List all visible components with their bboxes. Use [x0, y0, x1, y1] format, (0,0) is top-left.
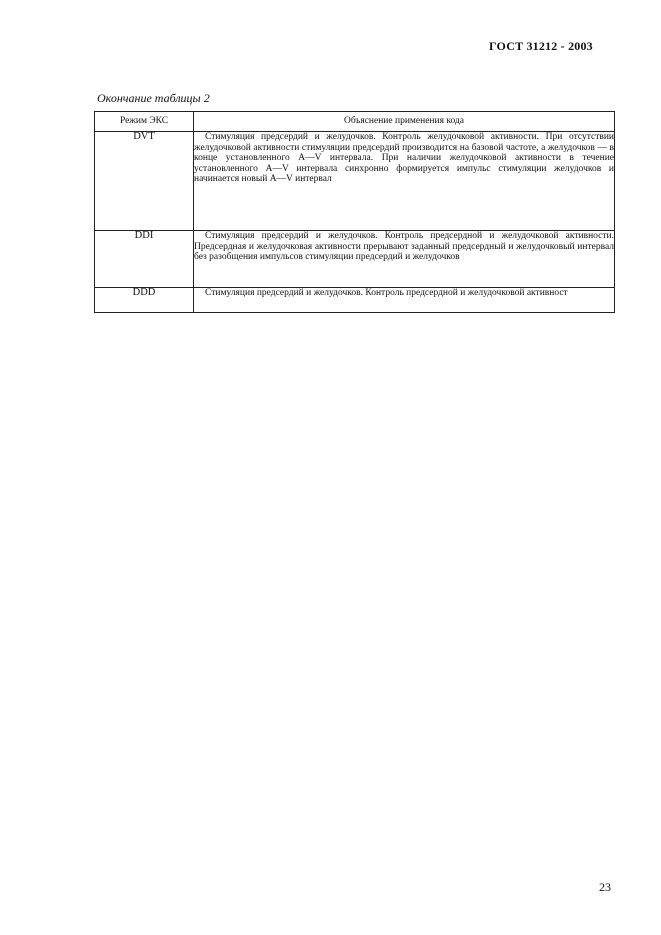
pacing-modes-table — [94, 111, 615, 313]
table-caption: Окончание таблицы 2 — [97, 91, 210, 105]
table-row — [95, 231, 615, 288]
column-header-mode: Режим ЭКС — [95, 112, 194, 132]
table-row — [95, 288, 615, 313]
table-header-row — [95, 112, 615, 132]
mode-cell: DVT — [95, 132, 194, 231]
explanation-cell: Стимуляция предсердий и желудочков. Контроль предсердной и желудочковой активности. Предсердная и желудочковая активности прерывают заданный предсердный и желудочковый интервал без разобщения импульсов стимуляции предсердий и желудочков — [194, 231, 615, 288]
standard-code: ГОСТ 31212 - 2003 — [489, 39, 593, 53]
explanation-cell: Стимуляция предсердий и желудочков. Контроль предсердной и желудочковой активност — [194, 288, 615, 313]
mode-cell: DDI — [95, 231, 194, 288]
column-header-explanation: Объяснение применения кода — [194, 112, 615, 132]
page-number: 23 — [599, 880, 611, 894]
explanation-cell: Стимуляция предсердий и желудочков. Контроль желудочковой активности. При отсутствии желудочковой активности стимуляции предсердий производится на базовой частоте, а желудочков — в конце установленного A—V интервала. При наличии желудочковой активности в течение установленного A—V интервала синхронно формируется импульс стимуляции желудочков и начинается новый A—V интервал — [194, 132, 615, 231]
table-row — [95, 132, 615, 231]
mode-cell: DDD — [95, 288, 194, 313]
